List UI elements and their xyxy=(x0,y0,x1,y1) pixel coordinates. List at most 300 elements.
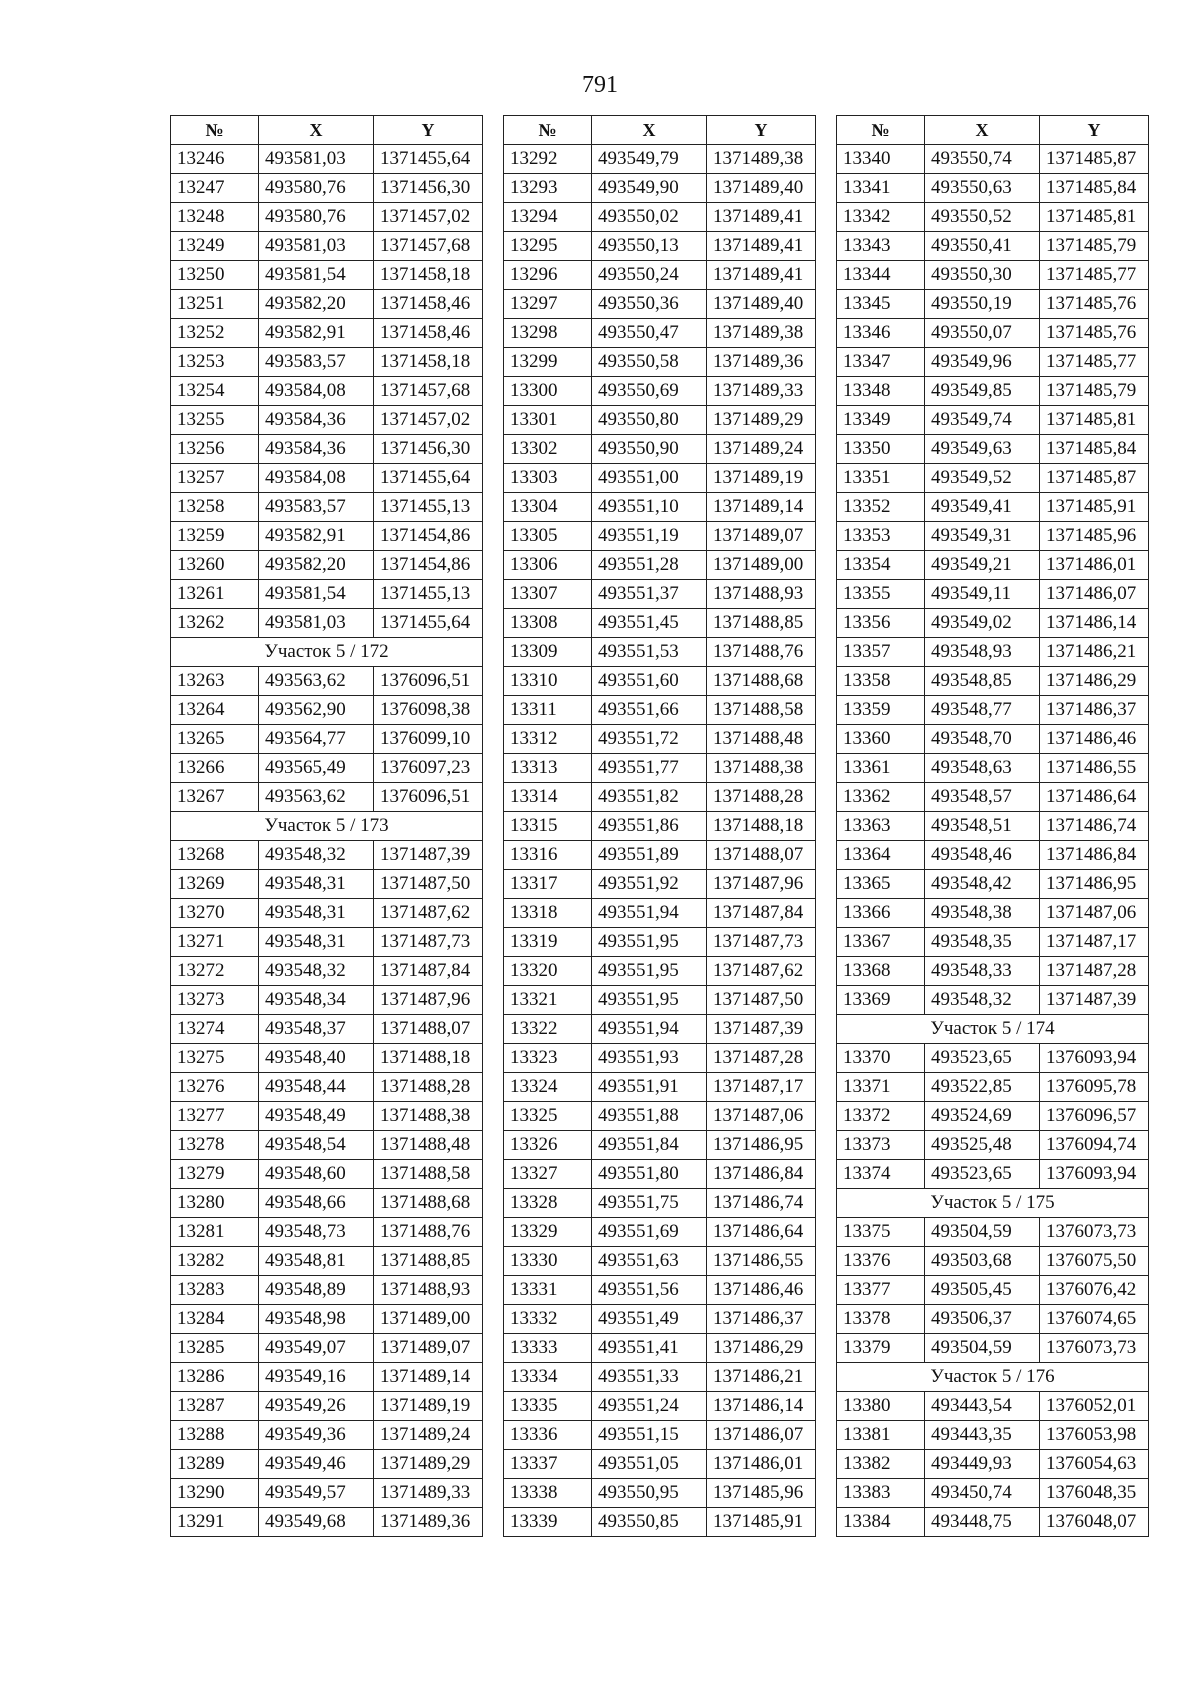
table-row xyxy=(504,1189,816,1218)
table-row xyxy=(171,870,483,899)
y-coordinate: 1371486,07 xyxy=(1040,580,1149,609)
point-number: 13326 xyxy=(504,1131,592,1160)
point-number: 13382 xyxy=(837,1450,925,1479)
x-coordinate: 493549,63 xyxy=(925,435,1040,464)
header-row xyxy=(171,116,483,145)
table-row xyxy=(504,464,816,493)
table-row xyxy=(837,435,1149,464)
table-row xyxy=(171,1044,483,1073)
y-coordinate: 1371486,55 xyxy=(1040,754,1149,783)
y-coordinate: 1371487,06 xyxy=(707,1102,816,1131)
section-title: Участок 5 / 172 xyxy=(171,638,483,667)
y-coordinate: 1371458,46 xyxy=(374,290,483,319)
y-coordinate: 1371487,17 xyxy=(707,1073,816,1102)
x-coordinate: 493548,32 xyxy=(925,986,1040,1015)
point-number: 13360 xyxy=(837,725,925,754)
y-coordinate: 1371486,21 xyxy=(1040,638,1149,667)
table-row xyxy=(171,261,483,290)
table-row xyxy=(837,1305,1149,1334)
x-coordinate: 493549,57 xyxy=(259,1479,374,1508)
point-number: 13246 xyxy=(171,145,259,174)
point-number: 13340 xyxy=(837,145,925,174)
table-row xyxy=(837,319,1149,348)
y-coordinate: 1371486,37 xyxy=(707,1305,816,1334)
table-row xyxy=(171,928,483,957)
point-number: 13263 xyxy=(171,667,259,696)
y-coordinate: 1371488,28 xyxy=(707,783,816,812)
table-row xyxy=(837,203,1149,232)
point-number: 13305 xyxy=(504,522,592,551)
table-row xyxy=(504,812,816,841)
x-coordinate: 493549,26 xyxy=(259,1392,374,1421)
table-row xyxy=(504,841,816,870)
point-number: 13250 xyxy=(171,261,259,290)
x-coordinate: 493450,74 xyxy=(925,1479,1040,1508)
x-coordinate: 493551,37 xyxy=(592,580,707,609)
y-coordinate: 1371489,33 xyxy=(707,377,816,406)
table-row xyxy=(171,145,483,174)
table-row xyxy=(171,319,483,348)
point-number: 13365 xyxy=(837,870,925,899)
point-number: 13289 xyxy=(171,1450,259,1479)
table-row xyxy=(504,1073,816,1102)
point-number: 13317 xyxy=(504,870,592,899)
y-coordinate: 1371489,00 xyxy=(374,1305,483,1334)
y-coordinate: 1371458,18 xyxy=(374,348,483,377)
section-title: Участок 5 / 173 xyxy=(171,812,483,841)
table-row xyxy=(837,406,1149,435)
table-row xyxy=(171,957,483,986)
x-coordinate: 493550,80 xyxy=(592,406,707,435)
table-row xyxy=(171,1421,483,1450)
x-coordinate: 493565,49 xyxy=(259,754,374,783)
table-row xyxy=(837,1450,1149,1479)
x-coordinate: 493549,41 xyxy=(925,493,1040,522)
point-number: 13353 xyxy=(837,522,925,551)
point-number: 13293 xyxy=(504,174,592,203)
x-coordinate: 493548,60 xyxy=(259,1160,374,1189)
table-row xyxy=(171,1508,483,1537)
table-row xyxy=(837,928,1149,957)
table-row xyxy=(837,899,1149,928)
point-number: 13310 xyxy=(504,667,592,696)
x-coordinate: 493551,56 xyxy=(592,1276,707,1305)
table-row xyxy=(171,1305,483,1334)
y-coordinate: 1371488,18 xyxy=(374,1044,483,1073)
y-coordinate: 1371455,64 xyxy=(374,145,483,174)
x-coordinate: 493551,10 xyxy=(592,493,707,522)
point-number: 13261 xyxy=(171,580,259,609)
point-number: 13330 xyxy=(504,1247,592,1276)
table-row xyxy=(171,1276,483,1305)
x-coordinate: 493551,72 xyxy=(592,725,707,754)
y-coordinate: 1371457,02 xyxy=(374,406,483,435)
x-coordinate: 493550,69 xyxy=(592,377,707,406)
x-coordinate: 493506,37 xyxy=(925,1305,1040,1334)
table-row xyxy=(171,1189,483,1218)
table-row xyxy=(504,145,816,174)
header-row xyxy=(837,116,1149,145)
y-coordinate: 1371457,02 xyxy=(374,203,483,232)
x-coordinate: 493548,89 xyxy=(259,1276,374,1305)
point-number: 13275 xyxy=(171,1044,259,1073)
table-row xyxy=(504,899,816,928)
y-coordinate: 1371489,19 xyxy=(707,464,816,493)
x-coordinate: 493550,52 xyxy=(925,203,1040,232)
y-coordinate: 1371489,24 xyxy=(374,1421,483,1450)
point-number: 13286 xyxy=(171,1363,259,1392)
point-number: 13336 xyxy=(504,1421,592,1450)
table-row xyxy=(504,1508,816,1537)
header-y: Y xyxy=(1040,116,1149,145)
table-row xyxy=(837,1218,1149,1247)
y-coordinate: 1371487,50 xyxy=(707,986,816,1015)
x-coordinate: 493550,63 xyxy=(925,174,1040,203)
table-row xyxy=(837,464,1149,493)
x-coordinate: 493551,24 xyxy=(592,1392,707,1421)
point-number: 13362 xyxy=(837,783,925,812)
point-number: 13384 xyxy=(837,1508,925,1537)
x-coordinate: 493550,47 xyxy=(592,319,707,348)
y-coordinate: 1371488,48 xyxy=(374,1131,483,1160)
point-number: 13328 xyxy=(504,1189,592,1218)
table-row xyxy=(504,319,816,348)
y-coordinate: 1371487,06 xyxy=(1040,899,1149,928)
x-coordinate: 493551,91 xyxy=(592,1073,707,1102)
point-number: 13308 xyxy=(504,609,592,638)
point-number: 13319 xyxy=(504,928,592,957)
y-coordinate: 1376074,65 xyxy=(1040,1305,1149,1334)
point-number: 13335 xyxy=(504,1392,592,1421)
y-coordinate: 1371485,79 xyxy=(1040,377,1149,406)
point-number: 13277 xyxy=(171,1102,259,1131)
table-row xyxy=(837,493,1149,522)
table-row xyxy=(171,522,483,551)
point-number: 13327 xyxy=(504,1160,592,1189)
point-number: 13374 xyxy=(837,1160,925,1189)
y-coordinate: 1371486,14 xyxy=(1040,609,1149,638)
table-row xyxy=(504,522,816,551)
y-coordinate: 1371454,86 xyxy=(374,551,483,580)
point-number: 13363 xyxy=(837,812,925,841)
point-number: 13356 xyxy=(837,609,925,638)
y-coordinate: 1376093,94 xyxy=(1040,1160,1149,1189)
x-coordinate: 493581,54 xyxy=(259,261,374,290)
x-coordinate: 493548,85 xyxy=(925,667,1040,696)
point-number: 13342 xyxy=(837,203,925,232)
x-coordinate: 493581,54 xyxy=(259,580,374,609)
point-number: 13270 xyxy=(171,899,259,928)
table-row xyxy=(837,667,1149,696)
x-coordinate: 493551,75 xyxy=(592,1189,707,1218)
x-coordinate: 493550,58 xyxy=(592,348,707,377)
x-coordinate: 493564,77 xyxy=(259,725,374,754)
x-coordinate: 493551,45 xyxy=(592,609,707,638)
y-coordinate: 1371488,85 xyxy=(707,609,816,638)
point-number: 13283 xyxy=(171,1276,259,1305)
x-coordinate: 493583,57 xyxy=(259,348,374,377)
y-coordinate: 1371489,40 xyxy=(707,290,816,319)
y-coordinate: 1371487,73 xyxy=(707,928,816,957)
point-number: 13278 xyxy=(171,1131,259,1160)
table-row xyxy=(837,232,1149,261)
x-coordinate: 493548,32 xyxy=(259,841,374,870)
point-number: 13324 xyxy=(504,1073,592,1102)
x-coordinate: 493551,19 xyxy=(592,522,707,551)
point-number: 13282 xyxy=(171,1247,259,1276)
x-coordinate: 493551,41 xyxy=(592,1334,707,1363)
y-coordinate: 1371488,85 xyxy=(374,1247,483,1276)
x-coordinate: 493551,63 xyxy=(592,1247,707,1276)
point-number: 13303 xyxy=(504,464,592,493)
y-coordinate: 1371489,41 xyxy=(707,261,816,290)
table-row xyxy=(837,1102,1149,1131)
point-number: 13325 xyxy=(504,1102,592,1131)
x-coordinate: 493448,75 xyxy=(925,1508,1040,1537)
y-coordinate: 1371485,77 xyxy=(1040,348,1149,377)
point-number: 13248 xyxy=(171,203,259,232)
point-number: 13279 xyxy=(171,1160,259,1189)
x-coordinate: 493551,28 xyxy=(592,551,707,580)
point-number: 13333 xyxy=(504,1334,592,1363)
table-row xyxy=(504,1160,816,1189)
table-row xyxy=(504,1102,816,1131)
y-coordinate: 1371487,73 xyxy=(374,928,483,957)
table-row xyxy=(171,1363,483,1392)
table-row xyxy=(837,609,1149,638)
header-no: № xyxy=(171,116,259,145)
point-number: 13313 xyxy=(504,754,592,783)
point-number: 13273 xyxy=(171,986,259,1015)
x-coordinate: 493581,03 xyxy=(259,145,374,174)
table-row xyxy=(837,1160,1149,1189)
point-number: 13338 xyxy=(504,1479,592,1508)
point-number: 13334 xyxy=(504,1363,592,1392)
x-coordinate: 493563,62 xyxy=(259,667,374,696)
section-row xyxy=(837,1363,1149,1392)
x-coordinate: 493584,08 xyxy=(259,377,374,406)
y-coordinate: 1371488,93 xyxy=(374,1276,483,1305)
y-coordinate: 1371486,46 xyxy=(707,1276,816,1305)
table-row xyxy=(837,870,1149,899)
x-coordinate: 493548,93 xyxy=(925,638,1040,667)
table-row xyxy=(504,1450,816,1479)
point-number: 13331 xyxy=(504,1276,592,1305)
point-number: 13355 xyxy=(837,580,925,609)
y-coordinate: 1371486,01 xyxy=(707,1450,816,1479)
x-coordinate: 493523,65 xyxy=(925,1160,1040,1189)
table-row xyxy=(837,696,1149,725)
point-number: 13247 xyxy=(171,174,259,203)
table-row xyxy=(504,174,816,203)
y-coordinate: 1371488,07 xyxy=(374,1015,483,1044)
point-number: 13312 xyxy=(504,725,592,754)
table-row xyxy=(171,1015,483,1044)
y-coordinate: 1371485,96 xyxy=(707,1479,816,1508)
table-row xyxy=(504,493,816,522)
x-coordinate: 493548,42 xyxy=(925,870,1040,899)
table-row xyxy=(504,783,816,812)
point-number: 13354 xyxy=(837,551,925,580)
x-coordinate: 493443,35 xyxy=(925,1421,1040,1450)
table-row xyxy=(504,1247,816,1276)
y-coordinate: 1371488,38 xyxy=(707,754,816,783)
table-row xyxy=(171,696,483,725)
point-number: 13357 xyxy=(837,638,925,667)
x-coordinate: 493504,59 xyxy=(925,1334,1040,1363)
x-coordinate: 493551,33 xyxy=(592,1363,707,1392)
x-coordinate: 493584,08 xyxy=(259,464,374,493)
x-coordinate: 493584,36 xyxy=(259,435,374,464)
point-number: 13348 xyxy=(837,377,925,406)
point-number: 13260 xyxy=(171,551,259,580)
x-coordinate: 493548,33 xyxy=(925,957,1040,986)
page-number: 791 xyxy=(582,72,618,98)
x-coordinate: 493551,60 xyxy=(592,667,707,696)
y-coordinate: 1371489,29 xyxy=(374,1450,483,1479)
table-row xyxy=(171,667,483,696)
y-coordinate: 1376093,94 xyxy=(1040,1044,1149,1073)
table-row xyxy=(504,1218,816,1247)
y-coordinate: 1371485,84 xyxy=(1040,435,1149,464)
point-number: 13311 xyxy=(504,696,592,725)
x-coordinate: 493548,38 xyxy=(925,899,1040,928)
table-row xyxy=(171,290,483,319)
x-coordinate: 493548,37 xyxy=(259,1015,374,1044)
y-coordinate: 1371489,38 xyxy=(707,319,816,348)
y-coordinate: 1371486,64 xyxy=(1040,783,1149,812)
table-row xyxy=(504,1131,816,1160)
x-coordinate: 493551,95 xyxy=(592,986,707,1015)
y-coordinate: 1371485,76 xyxy=(1040,290,1149,319)
x-coordinate: 493551,00 xyxy=(592,464,707,493)
point-number: 13345 xyxy=(837,290,925,319)
point-number: 13272 xyxy=(171,957,259,986)
x-coordinate: 493449,93 xyxy=(925,1450,1040,1479)
header-y: Y xyxy=(374,116,483,145)
point-number: 13294 xyxy=(504,203,592,232)
x-coordinate: 493584,36 xyxy=(259,406,374,435)
y-coordinate: 1371455,13 xyxy=(374,493,483,522)
point-number: 13269 xyxy=(171,870,259,899)
x-coordinate: 493551,89 xyxy=(592,841,707,870)
point-number: 13306 xyxy=(504,551,592,580)
y-coordinate: 1371487,39 xyxy=(707,1015,816,1044)
x-coordinate: 493505,45 xyxy=(925,1276,1040,1305)
point-number: 13281 xyxy=(171,1218,259,1247)
y-coordinate: 1371457,68 xyxy=(374,232,483,261)
x-coordinate: 493551,88 xyxy=(592,1102,707,1131)
y-coordinate: 1371489,24 xyxy=(707,435,816,464)
point-number: 13370 xyxy=(837,1044,925,1073)
point-number: 13318 xyxy=(504,899,592,928)
x-coordinate: 493550,07 xyxy=(925,319,1040,348)
point-number: 13373 xyxy=(837,1131,925,1160)
point-number: 13381 xyxy=(837,1421,925,1450)
point-number: 13253 xyxy=(171,348,259,377)
point-number: 13288 xyxy=(171,1421,259,1450)
table-row xyxy=(504,754,816,783)
point-number: 13302 xyxy=(504,435,592,464)
point-number: 13359 xyxy=(837,696,925,725)
y-coordinate: 1371458,46 xyxy=(374,319,483,348)
table-row xyxy=(504,377,816,406)
table-row xyxy=(171,783,483,812)
x-coordinate: 493583,57 xyxy=(259,493,374,522)
y-coordinate: 1371454,86 xyxy=(374,522,483,551)
x-coordinate: 493551,94 xyxy=(592,899,707,928)
y-coordinate: 1376073,73 xyxy=(1040,1334,1149,1363)
y-coordinate: 1371486,95 xyxy=(707,1131,816,1160)
table-row xyxy=(837,580,1149,609)
point-number: 13369 xyxy=(837,986,925,1015)
table-row xyxy=(504,1334,816,1363)
table-row xyxy=(171,986,483,1015)
point-number: 13268 xyxy=(171,841,259,870)
y-coordinate: 1371485,76 xyxy=(1040,319,1149,348)
y-coordinate: 1371489,14 xyxy=(374,1363,483,1392)
y-coordinate: 1371487,28 xyxy=(1040,957,1149,986)
x-coordinate: 493548,63 xyxy=(925,754,1040,783)
y-coordinate: 1371488,68 xyxy=(374,1189,483,1218)
section-title: Участок 5 / 176 xyxy=(837,1363,1149,1392)
table-row xyxy=(171,174,483,203)
y-coordinate: 1371489,00 xyxy=(707,551,816,580)
x-coordinate: 493549,36 xyxy=(259,1421,374,1450)
coordinates-table-1 xyxy=(170,115,483,1537)
table-row xyxy=(171,464,483,493)
point-number: 13347 xyxy=(837,348,925,377)
point-number: 13262 xyxy=(171,609,259,638)
table-row xyxy=(504,667,816,696)
point-number: 13290 xyxy=(171,1479,259,1508)
table-row xyxy=(504,290,816,319)
x-coordinate: 493549,74 xyxy=(925,406,1040,435)
x-coordinate: 493549,90 xyxy=(592,174,707,203)
x-coordinate: 493548,54 xyxy=(259,1131,374,1160)
y-coordinate: 1371456,30 xyxy=(374,174,483,203)
point-number: 13315 xyxy=(504,812,592,841)
y-coordinate: 1371488,58 xyxy=(374,1160,483,1189)
point-number: 13361 xyxy=(837,754,925,783)
x-coordinate: 493582,91 xyxy=(259,522,374,551)
table-row xyxy=(171,1450,483,1479)
table-row xyxy=(504,957,816,986)
point-number: 13378 xyxy=(837,1305,925,1334)
y-coordinate: 1371487,62 xyxy=(374,899,483,928)
table-row xyxy=(837,174,1149,203)
point-number: 13297 xyxy=(504,290,592,319)
table-row xyxy=(171,435,483,464)
table-row xyxy=(504,406,816,435)
table-row xyxy=(504,1276,816,1305)
y-coordinate: 1371486,64 xyxy=(707,1218,816,1247)
point-number: 13341 xyxy=(837,174,925,203)
table-row xyxy=(837,841,1149,870)
y-coordinate: 1371486,95 xyxy=(1040,870,1149,899)
point-number: 13321 xyxy=(504,986,592,1015)
table-row xyxy=(171,580,483,609)
y-coordinate: 1371487,39 xyxy=(374,841,483,870)
x-coordinate: 493549,46 xyxy=(259,1450,374,1479)
point-number: 13267 xyxy=(171,783,259,812)
x-coordinate: 493548,44 xyxy=(259,1073,374,1102)
y-coordinate: 1371488,93 xyxy=(707,580,816,609)
table-row xyxy=(837,1334,1149,1363)
y-coordinate: 1371455,64 xyxy=(374,464,483,493)
y-coordinate: 1371485,91 xyxy=(1040,493,1149,522)
y-coordinate: 1371486,46 xyxy=(1040,725,1149,754)
